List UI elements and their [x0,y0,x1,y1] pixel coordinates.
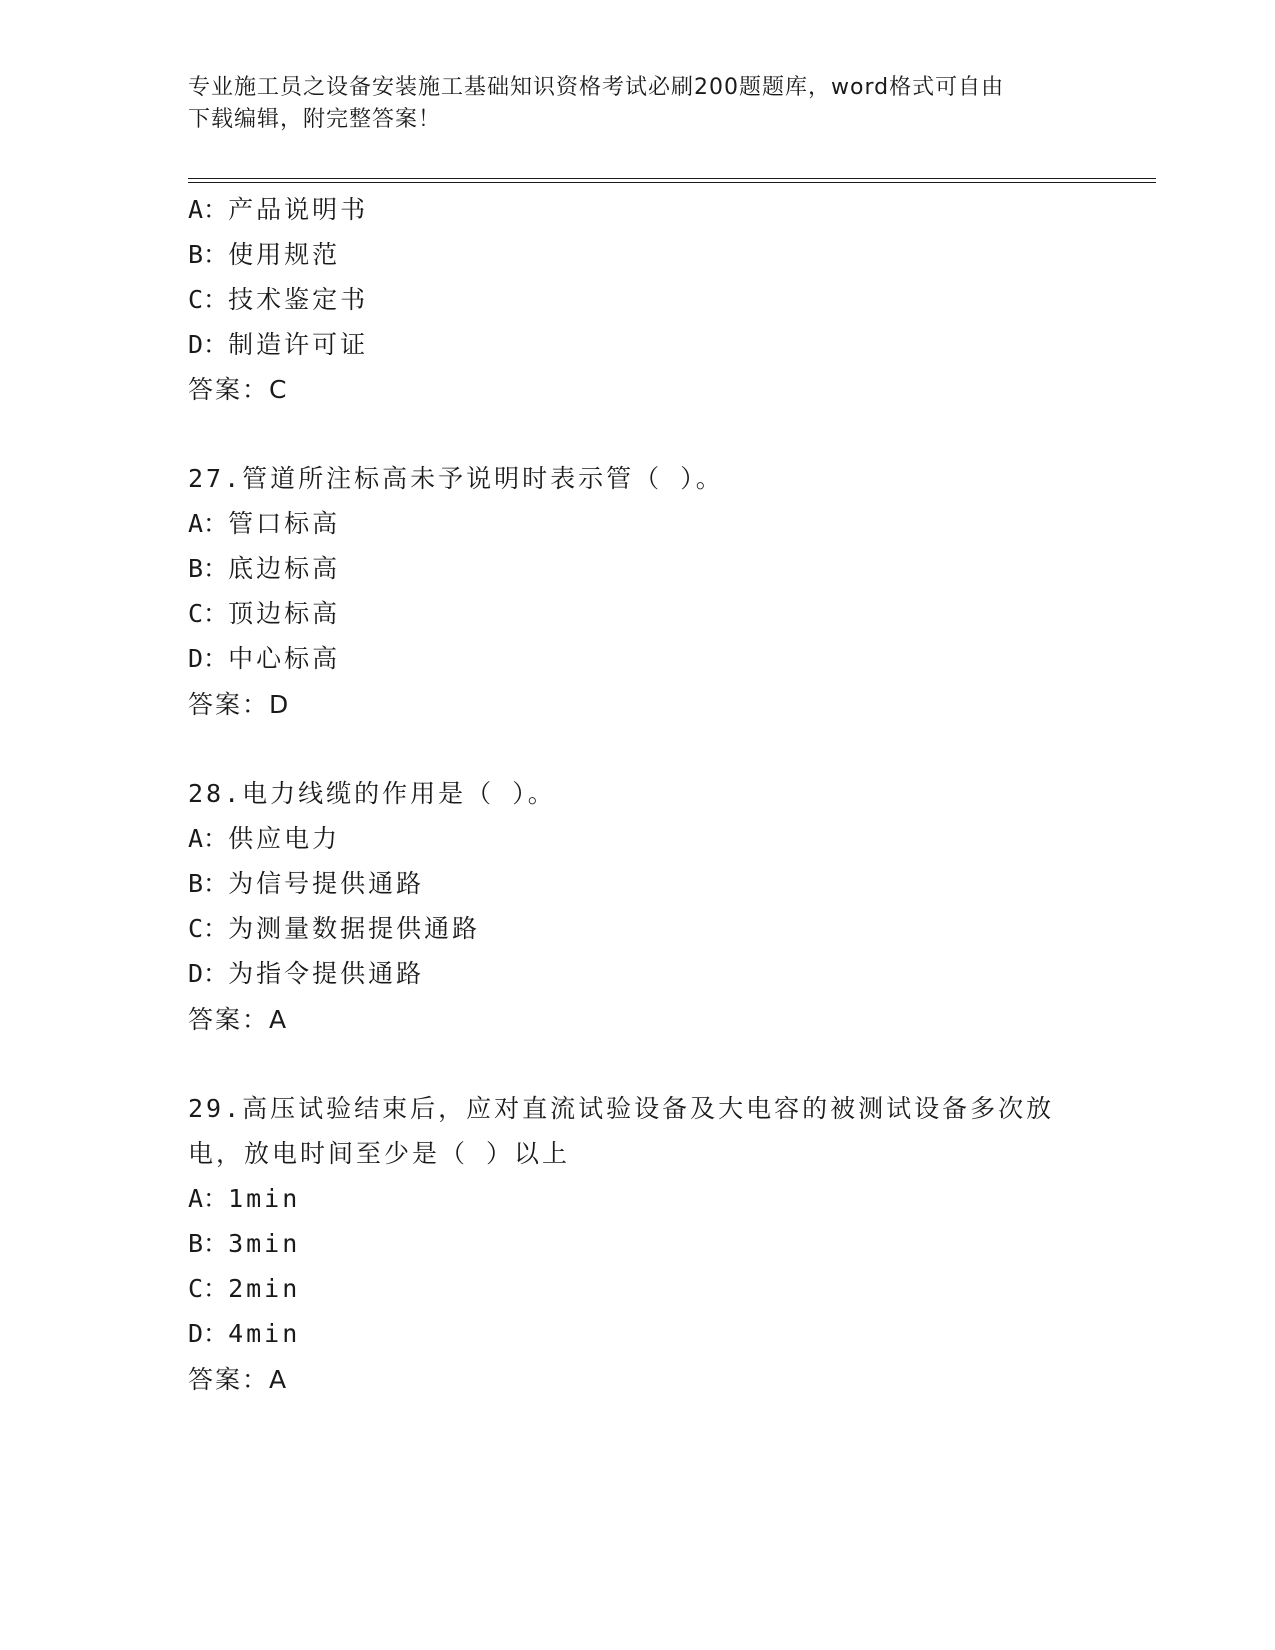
q28-answer: 答案：A [188,1005,289,1034]
option-text: 为测量数据提供通路 [228,914,481,943]
header-line-1 [188,72,1088,104]
q27-title: 27.管道所注标高未予说明时表示管（ ）。 [188,464,724,493]
option-text: 底边标高 [228,554,341,583]
option-text: 3min [228,1229,301,1258]
option-text: 制造许可证 [228,330,369,359]
option-text: 1min [228,1184,301,1213]
option-label: A： [188,824,229,853]
option-text: 为信号提供通路 [228,869,425,898]
option-text: 为指令提供通路 [228,959,425,988]
q26-option-a [188,195,368,225]
q27-option-b [188,554,340,584]
option-label: D： [188,1319,229,1348]
option-text: 中心标高 [228,644,341,673]
option-label: A： [188,195,229,224]
header-divider-bottom [188,182,1156,183]
q29-title-line-1: 29.高压试验结束后，应对直流试验设备及大电容的被测试设备多次放 [188,1094,1055,1123]
option-text: 使用规范 [228,240,341,269]
option-label: D： [188,644,229,673]
q29-option-d [188,1319,300,1349]
option-text: 产品说明书 [228,195,369,224]
header-word-format: word [831,75,890,100]
header-line-1-mid: 题题库， [739,75,832,100]
q28-option-b [188,869,424,899]
q26-option-c [188,285,368,315]
header-line-1-end: 格式可自由 [889,75,1005,100]
q27-option-c [188,599,340,629]
header-question-count: 200 [694,75,740,100]
option-label: C： [188,914,229,943]
option-label: B： [188,554,229,583]
option-text: 4min [228,1319,301,1348]
q28-title: 28.电力线缆的作用是（ ）。 [188,779,556,808]
option-text: 2min [228,1274,301,1303]
option-label: A： [188,509,229,538]
q29-option-b [188,1229,300,1259]
option-label: B： [188,869,229,898]
q27-option-d [188,644,340,674]
option-label: C： [188,599,229,628]
q28-option-c [188,914,480,944]
q28-option-d [188,959,424,989]
option-label: B： [188,1229,229,1258]
q27-option-a [188,509,340,539]
q26-answer: 答案：C [188,375,289,404]
option-text: 管口标高 [228,509,341,538]
q29-option-c [188,1274,300,1304]
header-line-1-text: 专业施工员之设备安装施工基础知识资格考试必刷 [188,75,695,100]
header-divider-top [188,178,1156,179]
option-label: B： [188,240,229,269]
q27-answer: 答案：D [188,690,291,719]
q29-title-line-2: 电，放电时间至少是（ ）以上 [188,1139,571,1168]
header-line-2: 下载编辑，附完整答案！ [188,107,442,132]
option-label: C： [188,1274,229,1303]
option-label: D： [188,959,229,988]
q29-option-a [188,1184,300,1214]
option-text: 技术鉴定书 [228,285,369,314]
q28-option-a [188,824,340,854]
option-text: 供应电力 [228,824,341,853]
option-label: C： [188,285,229,314]
q26-option-b [188,240,340,270]
document-header [188,72,1088,136]
option-label: D： [188,330,229,359]
option-text: 顶边标高 [228,599,341,628]
option-label: A： [188,1184,229,1213]
q26-option-d [188,330,368,360]
q29-answer: 答案：A [188,1365,289,1394]
